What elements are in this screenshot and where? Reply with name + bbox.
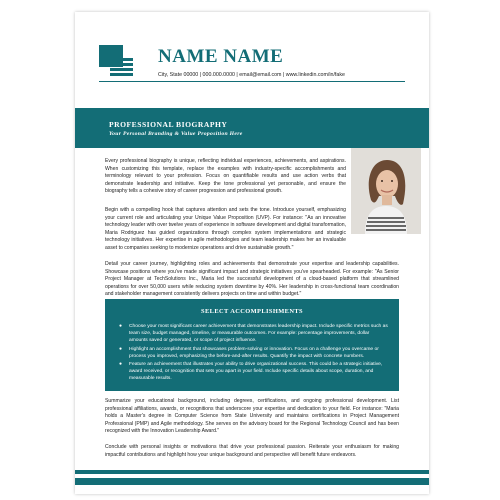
accomplishments-box [105, 299, 399, 391]
banner-subtitle: Your Personal Branding & Value Proposition Here [109, 131, 243, 137]
header-divider [99, 81, 405, 82]
footer-rule-thick [75, 478, 429, 485]
bullet-icon: ● [119, 323, 123, 329]
banner-title: PROFESSIONAL BIOGRAPHY [109, 120, 228, 129]
bullet-icon: ● [119, 361, 123, 368]
candidate-name: NAME NAME [158, 46, 284, 67]
footer-rule-thin [75, 470, 429, 474]
bio-paragraph-closing: Conclude with personal insights or motivations that drive your professional passion. Reiterate your enthusiasm for making impactful contributions and highlight how your unique background and perspective will benefit future endeavors. [105, 444, 399, 458]
contact-line: City, State 00000 | 000.000.0000 | email@email.com | www.linkedin.com/in/fake [158, 72, 345, 78]
bio-paragraph-career: Detail your career journey, highlighting roles and achievements that demonstrate your expertise and leadership capabilities. Showcase positions where you've made significant impact and strategic initiatives you've spearheaded. For example: "As Senior Project Manager at TechSolutions Inc., Maria led the successful development of a cloud-based platform that streamlined operations for over 50,000 users while reducing system downtime by 40%. Her leadership in cross-functional team coordination and stakeholder management consistently delivers projects on time and within budget." [105, 261, 399, 297]
bullet-icon: ● [119, 345, 123, 352]
list-item: ● Choose your most significant career achievement that demonstrates leadership impact. Include specific metrics such as team size, budget managed, timeline, or measurable outcomes. For example: percentage improvements, dollar amounts saved or generated, or scope of project influence. [119, 323, 388, 344]
logo-mark-icon [99, 45, 133, 77]
bio-paragraph-education: Summarize your educational background, including degrees, certifications, and ongoing professional development. List professional affiliations, awards, or recognitions that underscore your expertise and dedication to your field. For instance: "Maria holds a Master's degree in Computer Science from State University and maintains certifications in Project Management Professional (PMP) and Agile methodology. She serves on the advisory board for the Regional Technology Council and has been recognized with the Innovation Leadership Award." [105, 398, 399, 434]
bio-paragraph-hook: Begin with a compelling hook that captures attention and sets the tone. Introduce yourself, emphasizing your current role and articulating your Unique Value Proposition (UVP). For instance: "As an innovative technology leader with over twelve years of experience in software development and digital transformation, Maria Rodriguez has guided organizations through complex system implementations and strategic technology initiatives. Her expertise in agile methodologies and team leadership makes her an invaluable asset to companies seeking to modernize operations and drive sustainable growth." [105, 207, 346, 251]
resume-page [75, 12, 429, 494]
section-banner [75, 108, 429, 148]
list-item: ● Highlight an accomplishment that showcases problem-solving or innovation. Focus on a challenge you overcame or process you improved, emphasizing the before-and-after results. Quantify the impact with concrete numbers. [119, 345, 379, 359]
list-item: ● Feature an achievement that illustrates your ability to drive organizational success. This could be a strategic initiative, award received, or recognition that sets you apart in your field. Include specific details about scope, duration, and measurable results. [119, 361, 383, 382]
profile-photo [351, 148, 421, 234]
accomplishments-list [113, 323, 389, 384]
bio-paragraph-intro: Every professional biography is unique, reflecting individual experiences, achievements, and aspirations. When customizing this template, replace the examples with industry-specific accomplishments and terminology relevant to your profession. Focus on quantifiable results and use action verbs that demonstrate leadership and initiative. Keep the tone professional yet personable, and ensure the biography tells a cohesive story of career progression and professional growth. [105, 158, 346, 194]
accomplishments-title: SELECT ACCOMPLISHMENTS [201, 308, 303, 315]
